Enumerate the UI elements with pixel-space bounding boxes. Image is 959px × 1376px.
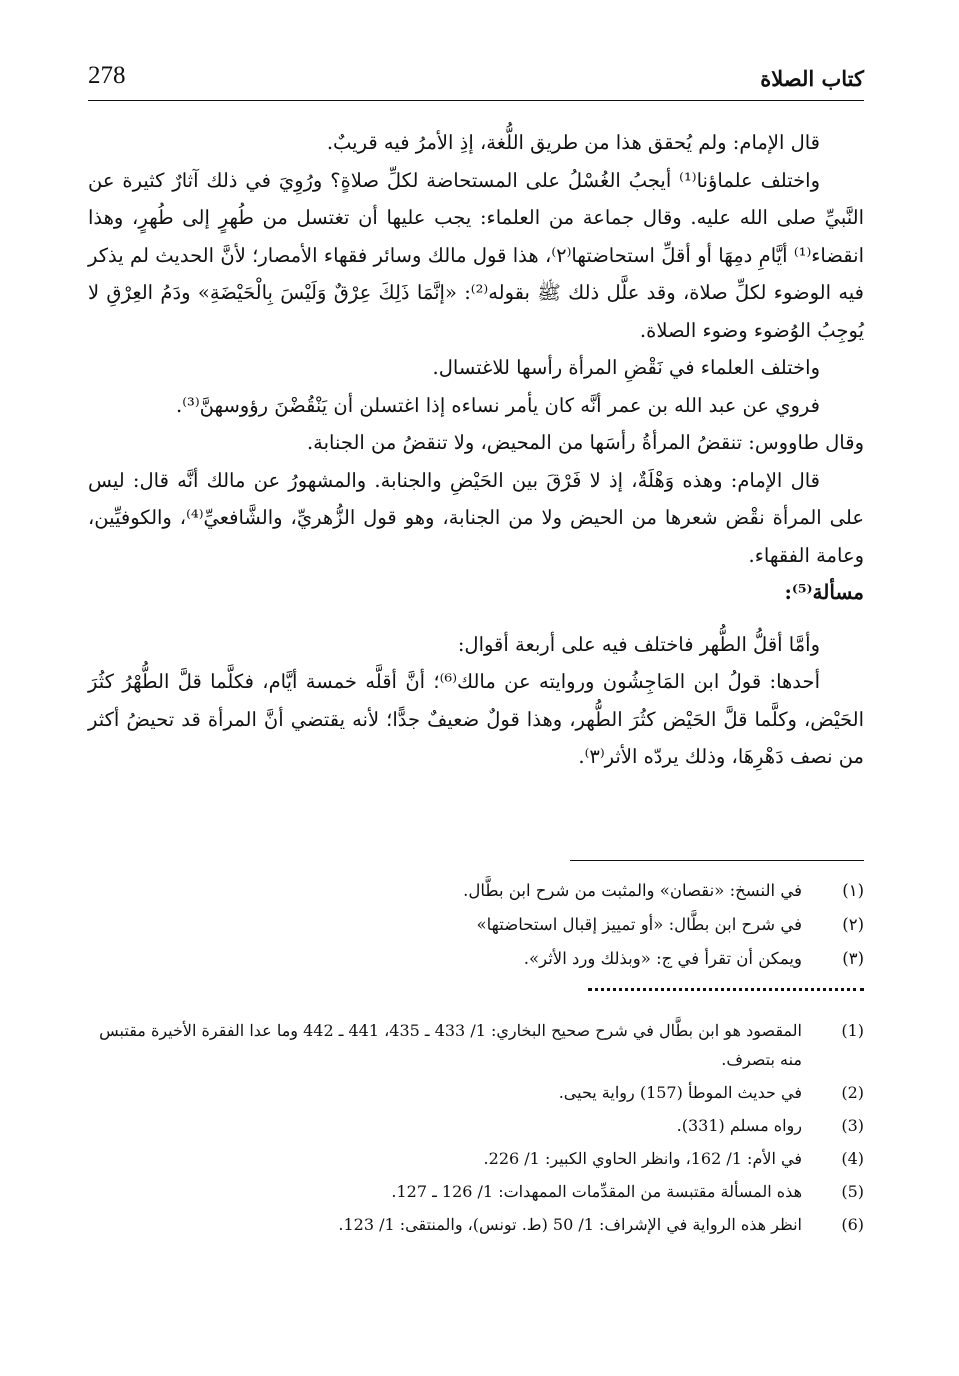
page-header: [88, 58, 864, 98]
footnote: [88, 1016, 864, 1074]
footnote: [88, 908, 864, 942]
footnote-rule: [570, 860, 864, 861]
main-text: [88, 124, 864, 776]
footnote-number: (3): [841, 1116, 864, 1135]
footnote-text: في شرح ابن بطَّال: «أو تمييز إقبال استحاضتها»: [476, 915, 802, 934]
footnote-number: (٢): [842, 915, 864, 934]
footnote-number: (٣): [842, 949, 864, 968]
paragraph: قال الإمام: ولم يُحقق هذا من طريق اللُّغة، إذِ الأمرُ فيه قريبٌ.: [326, 131, 820, 154]
section-heading: مسألة⁽⁵⁾:: [784, 580, 864, 604]
paragraph: فروي عن عبد الله بن عمر أنَّه كان يأمر نساءه إذا اغتسلن أن يَنْقُضْنَ رؤوسهنَّ⁽³⁾.: [176, 393, 820, 417]
running-title: كتاب الصلاة: [760, 66, 864, 91]
footnote-text: المقصود هو ابن بطَّال في شرح صحيح البخاري: 1/ 433 ـ 435، 441 ـ 442 وما عدا الفقرة الأخيرة مقتبس منه بتصرف.: [99, 1021, 802, 1069]
footnote-number: (6): [841, 1215, 864, 1234]
footnote-text: انظر هذه الرواية في الإشراف: 1/ 50 (ط. تونس)، والمنتقى: 1/ 123.: [338, 1215, 802, 1234]
dotted-separator: [588, 988, 864, 991]
footnote: [88, 942, 864, 976]
paragraph: وقال طاووس: تنقضُ المرأةُ رأسَها من المحيض، ولا تنقضُ من الجنابة.: [306, 431, 864, 454]
footnote-number: (1): [841, 1021, 864, 1040]
footnote: [88, 1144, 864, 1173]
footnote: [88, 874, 864, 908]
footnote-text: في حديث الموطأ (157) رواية يحيى.: [558, 1083, 802, 1102]
footnote-number: (١): [842, 881, 864, 900]
footnote-number: (4): [841, 1149, 864, 1168]
footnote-number: (2): [841, 1083, 864, 1102]
paragraph: قال الإمام: وهذه وَهْلَةٌ، إذ لا فَرْقَ بين الحَيْضِ والجنابة. والمشهورُ عن مالك أنَّه قال: ليس على المرأة نقْض شعرها من الحيض ولا من الجنابة، وهو قول الزُّهريِّ، والشَّافعيِّ⁽⁴⁾، والكوفيِّين، وعامة الفقهاء.: [88, 468, 864, 567]
footnote-text: في الأم: 1/ 162، وانظر الحاوي الكبير: 1/ 226.: [483, 1149, 802, 1168]
manuscript-footnotes: [88, 874, 864, 976]
footnote: [88, 1210, 864, 1239]
footnote-text: في النسخ: «نقصان» والمثبت من شرح ابن بطَّال.: [463, 881, 802, 900]
editor-footnotes: [88, 1016, 864, 1243]
footnote: [88, 1177, 864, 1206]
page-number: 278: [88, 62, 126, 89]
paragraph: وأمَّا أقلُّ الطُّهر فاختلف فيه على أربعة أقوال:: [457, 632, 820, 656]
footnote-text: رواه مسلم (331).: [676, 1116, 802, 1135]
paragraph: واختلف العلماء في نَقْضِ المرأة رأسها للاغتسال.: [432, 356, 820, 379]
footnote-number: (5): [841, 1182, 864, 1201]
footnote-text: هذه المسألة مقتبسة من المقدِّمات الممهدات: 1/ 126 ـ 127.: [391, 1182, 802, 1201]
paragraph: واختلف علماؤنا⁽¹⁾ أيجبُ الغُسْلُ على المستحاضة لكلِّ صلاةٍ؟ ورُوِيَ في ذلك آثارٌ كثيرة عن النَّبيِّ صلى الله عليه. وقال جماعة من العلماء: يجب عليها أن تغتسل من طُهرٍ إلى طُهرٍ، وهذا انقضاء⁽¹⁾ أيَّامِ دمِهَا أو أقلِّ استحاضتها⁽٢⁾، هذا قول مالك وسائر فقهاء الأمصار؛ لأنَّ الحديث لم يذكر فيه الوضوء لكلِّ صلاة، وقد علَّل ذلك ﷺ بقوله⁽²⁾: «إنَّمَا ذَلِكَ عِرْقٌ وَلَيْسَ بِالْحَيْضَةِ» ودَمُ العِرْقِ لا يُوجِبُ الوُضوء وضوء الصلاة.: [88, 168, 864, 342]
footnote-text: ويمكن أن تقرأ في ج: «وبذلك ورد الأثر».: [523, 949, 802, 968]
header-rule: [88, 100, 864, 101]
footnote: [88, 1078, 864, 1107]
paragraph: أحدها: قولُ ابن المَاجِشُون وروايته عن مالك⁽⁶⁾؛ أنَّ أقلَّه خمسة أيَّام، فكلَّما قلَّ الطُّهْرُ كثُرَ الحَيْض، وكلَّما قلَّ الحَيْض كثُرَ الطُّهر، وهذا قولٌ ضعيفٌ جدًّا؛ لأنه يقتضي أنَّ المرأة قد تحيضُ أكثر من نصف دَهْرِهَا، وذلك يردّه الأثر⁽٣⁾.: [88, 670, 864, 768]
footnote: [88, 1111, 864, 1140]
